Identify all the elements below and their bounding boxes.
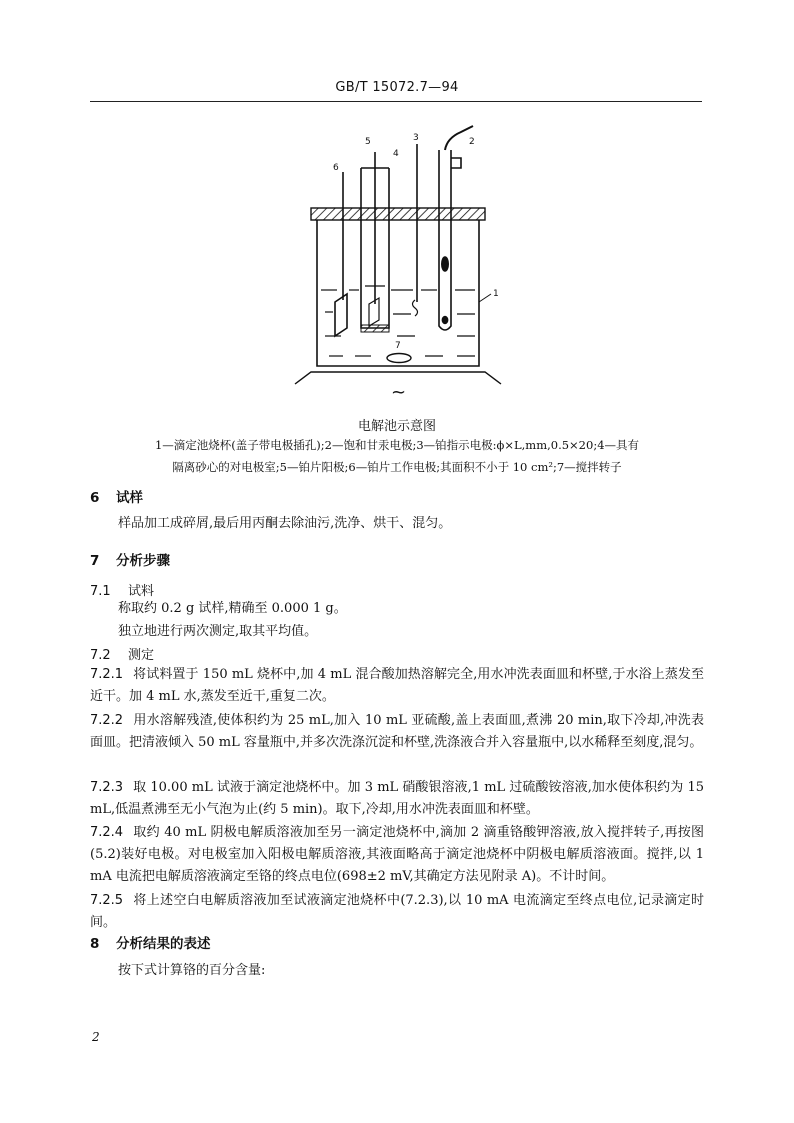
leader-1 [479, 294, 491, 302]
stir-bar [387, 354, 411, 363]
section-7-2-number: 7.2 [90, 648, 111, 663]
label-4: 4 [393, 149, 399, 159]
label-1: 1 [493, 289, 499, 299]
page-number: 2 [92, 1030, 100, 1044]
frit-disc [361, 325, 389, 332]
section-7-title: 分析步骤 [116, 553, 170, 569]
calomel-mercury [442, 257, 448, 271]
section-6-text: 样品加工成碎屑,最后用丙酮去除油污,洗净、烘干、混匀。 [118, 516, 452, 531]
section-7-2-1-text: 将试料置于 150 mL 烧杯中,加 4 mL 混合酸加热溶解完全,用水冲洗表面皿和杯壁,于水浴上蒸发至近干。加 4 mL 水,蒸发至近干,重复二次。 [90, 667, 704, 704]
section-8-heading [90, 932, 211, 952]
section-7-1-heading [90, 580, 154, 599]
calomel-side-arm [451, 158, 461, 168]
section-7-2-1-number: 7.2.1 [90, 667, 124, 682]
calomel-tip [442, 317, 447, 324]
section-7-heading [90, 549, 170, 569]
legend-line-1: 1—滴定池烧杯(盖子带电极插孔);2—饱和甘汞电极;3—铂指示电极:ϕ×L,mm,0.5×20;4—具有 [154, 438, 640, 452]
section-7-2-2-text: 用水溶解残渣,使体积约为 25 mL,加入 10 mL 亚硫酸,盖上表面皿,煮沸 20 min,取下冷却,冲洗表面皿。把清液倾入 50 mL 容量瓶中,并多次洗涤沉淀和杯壁,洗涤液合并入容量瓶中,以水稀释至刻度,混匀。 [90, 713, 704, 750]
section-7-1-text-2: 独立地进行两次测定,取其平均值。 [118, 624, 318, 639]
section-7-1-text-1: 称取约 0.2 g 试样,精确至 0.000 1 g。 [118, 601, 347, 616]
section-7-2-1-paragraph [90, 664, 704, 708]
section-7-2-heading [90, 644, 154, 663]
label-7: 7 [395, 341, 401, 351]
anode-5-plate [369, 298, 379, 326]
section-6-number: 6 [90, 490, 100, 506]
section-7-2-5-text: 将上述空白电解质溶液加至试液滴定池烧杯中(7.2.3),以 10 mA 电流滴定至终点电位,记录滴定时间。 [90, 893, 705, 930]
section-8-text: 按下式计算铬的百分含量: [118, 963, 266, 978]
section-8-number: 8 [90, 936, 100, 952]
section-7-2-title: 测定 [128, 648, 155, 663]
section-6-heading [90, 486, 143, 506]
section-7-2-2-paragraph [90, 710, 704, 754]
beaker-lid [311, 208, 485, 220]
section-7-2-3-text: 取 10.00 mL 试液于滴定池烧杯中。加 3 mL 硝酸银溶液,1 mL 过硫酸铵溶液,加水使体积约为 15 mL,低温煮沸至无小气泡为止(约 5 min)。取下,冷却,用水冲洗表面皿和杯壁。 [90, 780, 704, 817]
section-7-2-5-number: 7.2.5 [90, 893, 124, 908]
figure-legend [120, 434, 674, 478]
page-header: GB/T 15072.7—94 [335, 80, 459, 95]
label-6: 6 [333, 163, 339, 173]
section-8-title: 分析结果的表述 [116, 936, 211, 952]
section-7-number: 7 [90, 553, 100, 569]
legend-line-2: 隔离砂心的对电极室;5—铂片阳极;6—铂片工作电极;其面积不小于 10 cm²;7—搅拌转子 [172, 460, 622, 474]
section-7-2-3-number: 7.2.3 [90, 780, 124, 795]
stirrer-symbol: ~ [391, 382, 407, 402]
electrolytic-cell-diagram [285, 122, 515, 402]
header-rule [90, 101, 702, 102]
label-3: 3 [413, 133, 419, 143]
label-5: 5 [365, 137, 371, 147]
electrode-6-plate [335, 294, 347, 336]
section-7-2-4-number: 7.2.4 [90, 825, 124, 840]
section-7-2-4-text: 取约 40 mL 阴极电解质溶液加至另一滴定池烧杯中,滴加 2 滴重铬酸钾溶液,放入搅拌转子,再按图(5.2)装好电极。对电极室加入阳极电解质溶液,其液面略高于滴定池烧杯中阴极电解质溶液面。搅拌,以 1 mA 电流把电解质溶液滴定至铬的终点电位(698±2 mV,其确定方法见附录 A)。不计时间。 [90, 825, 704, 884]
section-7-1-title: 试料 [128, 584, 155, 599]
indicator-wire-coil [413, 300, 418, 316]
section-7-1-number: 7.1 [90, 584, 111, 599]
figure-caption: 电解池示意图 [357, 419, 436, 434]
section-7-2-4-paragraph [90, 822, 704, 888]
section-7-2-3-paragraph [90, 777, 704, 821]
label-2: 2 [469, 137, 475, 147]
calomel-electrode-body [439, 150, 451, 330]
section-7-2-5-paragraph [90, 890, 704, 934]
section-7-2-2-number: 7.2.2 [90, 713, 124, 728]
section-6-title: 试样 [116, 490, 143, 506]
